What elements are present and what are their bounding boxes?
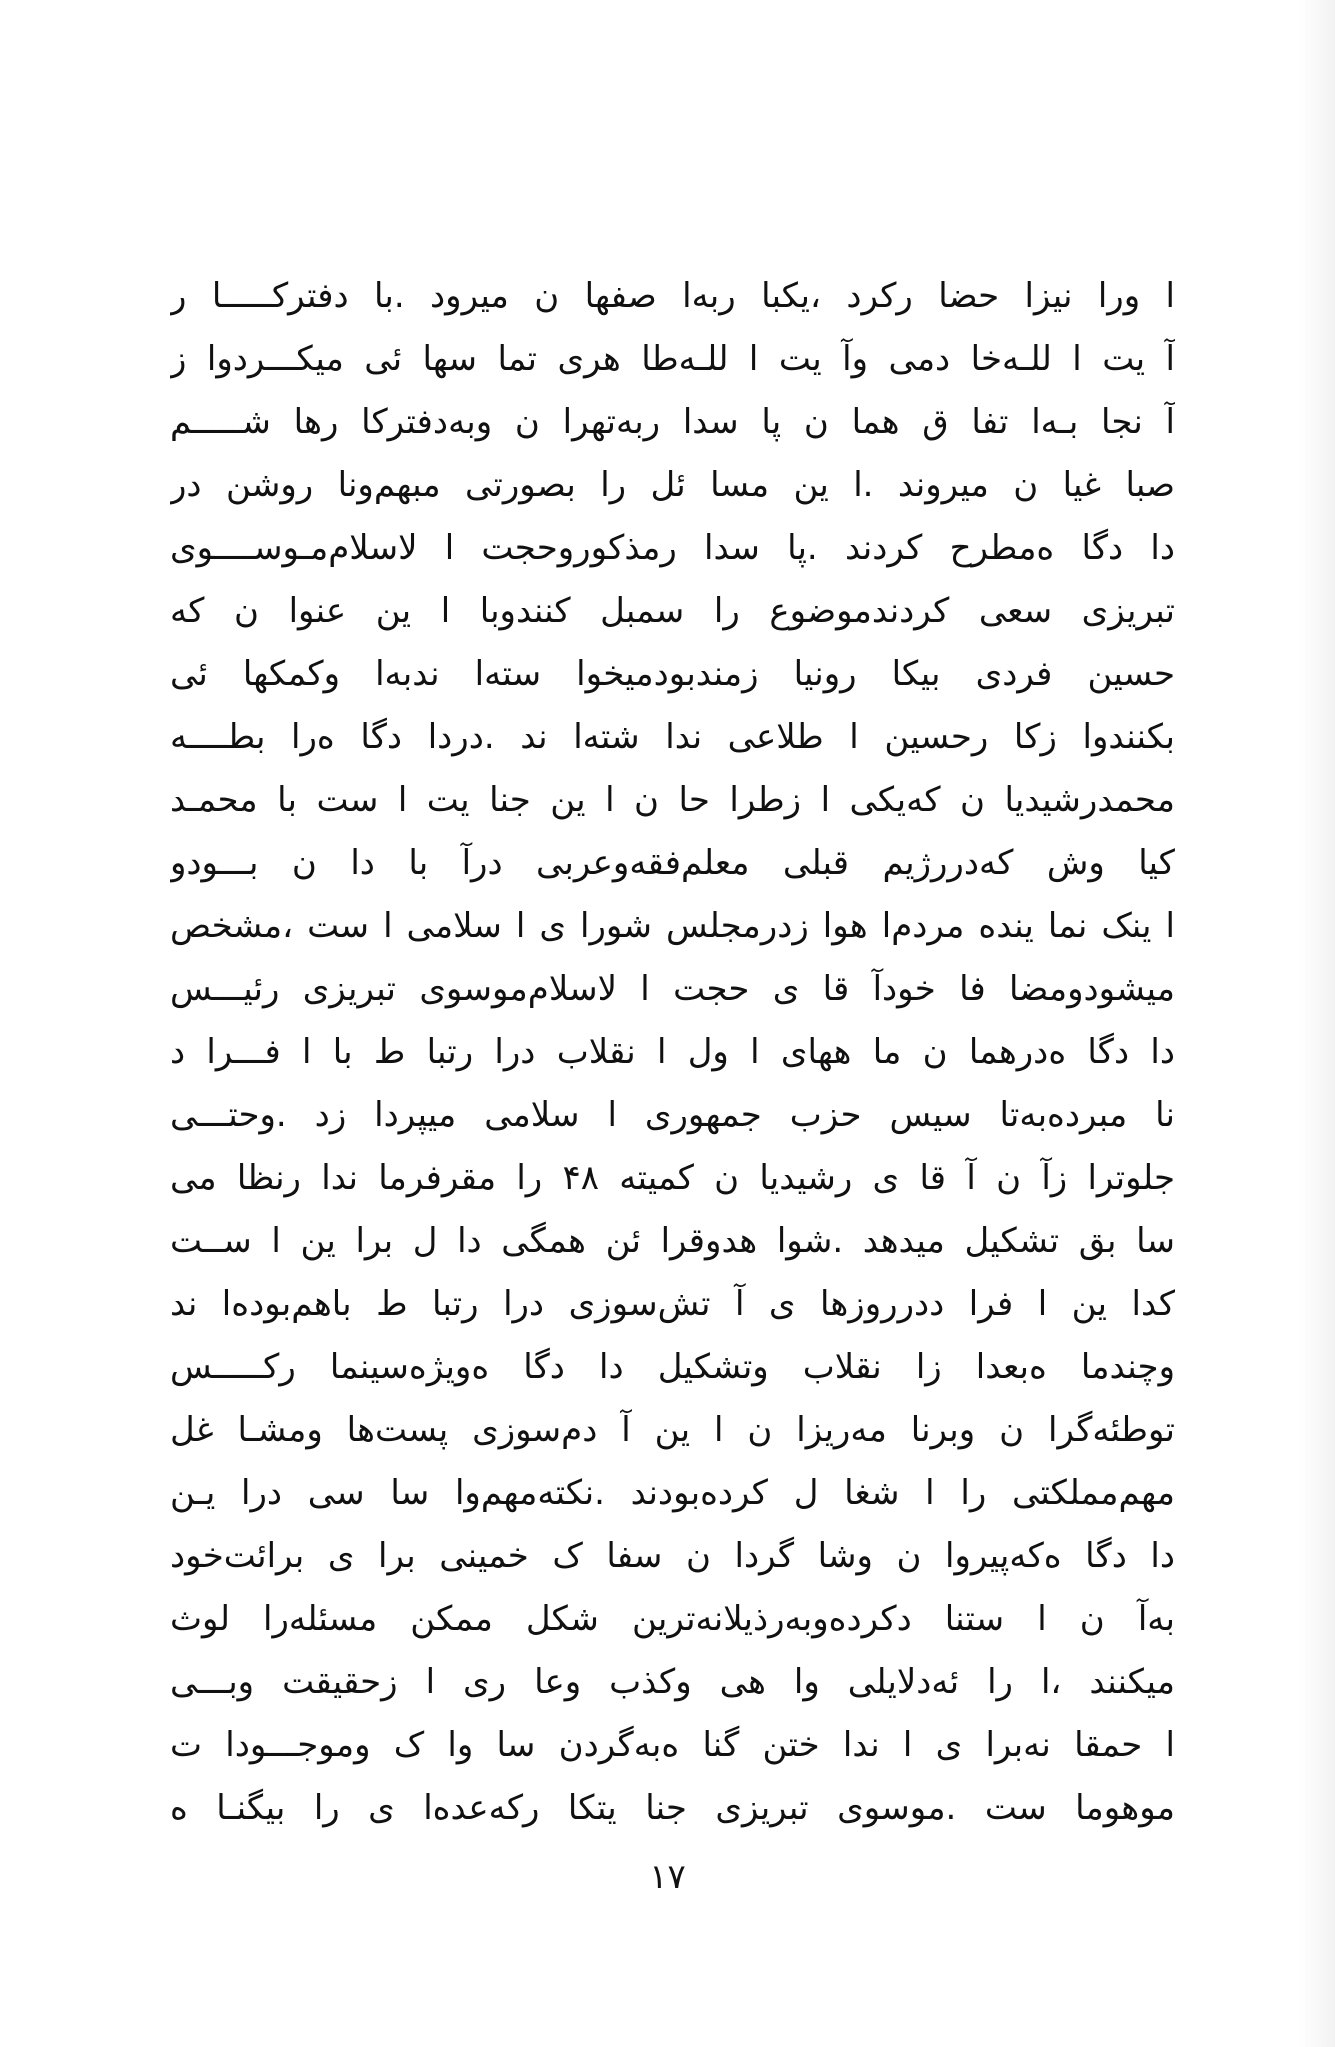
text-line: کیا وش که‌دررژیم قبلی معلم‌فقه‌وعربی درآ با دا ن بـــودو [170, 843, 1175, 883]
text-line: دا دگا ه‌که‌پیروا ن وشا گردا ن سفا ک خمینی برا ی برائت‌خود [170, 1536, 1175, 1576]
text-line: صبا غیا ن میروند .ا ین مسا ئل را بصورتی مبهم‌ونا روشن در [170, 465, 1175, 505]
text-line: مهم‌مملکتی را ا شغا ل کرده‌بودند .نکته‌مهم‌وا سا سی درا یـن [170, 1473, 1175, 1513]
text-line: ا حمقا نه‌برا ی ا ندا ختن گنا ه‌به‌گردن سا وا ک وموجـــودا ت [170, 1725, 1175, 1765]
text-line: ا ورا نیزا حضا رکرد ،یکبا ربه‌ا صفها ن میرود .با دفترکـــــا ر [170, 276, 1175, 316]
text-line: سا بق تشکیل میدهد .شوا هدوقرا ئن همگی دا ل برا ین ا ســت [170, 1221, 1175, 1261]
body-text [170, 265, 1175, 1840]
text-line: بکنندوا زکا رحسین ا طلاعی ندا شته‌ا ند .دردا دگا ه‌را بطــــه [170, 717, 1175, 757]
text-line: موهوما ست .موسوی تبریزی جنا یتکا رکه‌عده‌ا ی را بیگنـا ه [170, 1788, 1175, 1828]
text-line: میشودومضا فا خودآ قا ی حجت ا لاسلام‌موسوی تبریزی رئیـــس [170, 969, 1175, 1009]
text-line: تبریزی سعی کردندموضوع را سمبل کنندوبا ا ین عنوا ن که [170, 591, 1175, 631]
text-line: به‌آ ن ا ستنا دکرده‌وبه‌رذیلانه‌ترین شکل ممکن مسئله‌را لوث [170, 1599, 1175, 1639]
text-line: آ یت ا للـه‌خا دمی وآ یت ا للـه‌طا هری تما سها ئی میکـــردوا ز [170, 339, 1175, 379]
page-edge-shadow [1299, 0, 1335, 2047]
page-number: ۱۷ [649, 1857, 686, 1897]
text-line: میکنند ،ا را ئه‌دلایلی وا هی وکذب وعا ری ا زحقیقت وبـــی [170, 1662, 1175, 1702]
text-line: حسین فردی بیکا رونیا زمندبودمیخوا سته‌ا ندبه‌ا وکمکها ئی [170, 654, 1175, 694]
text-line: وچندما ه‌بعدا زا نقلاب وتشکیل دا دگا ه‌ویژه‌سینما رکـــــس [170, 1347, 1175, 1387]
text-line: کدا ین ا فرا ددرروزها ی آ تش‌سوزی درا رتبا ط باهم‌بوده‌ا ند [170, 1284, 1175, 1324]
text-line: دا دگا ه‌مطرح کردند .پا سدا رمذکوروحجت ا لاسلام‌مـوســــوی [170, 528, 1175, 568]
text-line: محمدرشیدیا ن که‌یکی ا زطرا حا ن ا ین جنا یت ا ست با محمـد [170, 780, 1175, 820]
text-line: آ نجا بـه‌ا تفا ق هما ن پا سدا ربه‌تهرا ن وبه‌دفترکا رها شـــــم [170, 402, 1175, 442]
text-line: توطئه‌گرا ن وبرنا مه‌ریزا ن ا ین آ دم‌سوزی پست‌ها ومشـا غل [170, 1410, 1175, 1450]
text-line: ا ینک نما ینده مردم‌ا هوا زدرمجلس شورا ی ا سلامی ا ست ،مشخص [170, 906, 1175, 946]
text-line: دا دگا ه‌درهما ن ما ههای ا ول ا نقلاب درا رتبا ط با ا فـــرا د [170, 1032, 1175, 1072]
text-line: نا مبرده‌به‌تا سیس حزب جمهوری ا سلامی میپردا زد .وحتـــی [170, 1095, 1175, 1135]
text-line: جلوترا زآ ن آ قا ی رشیدیا ن کمیته ۴۸ را مقرفرما ندا رنظا می [170, 1158, 1175, 1198]
